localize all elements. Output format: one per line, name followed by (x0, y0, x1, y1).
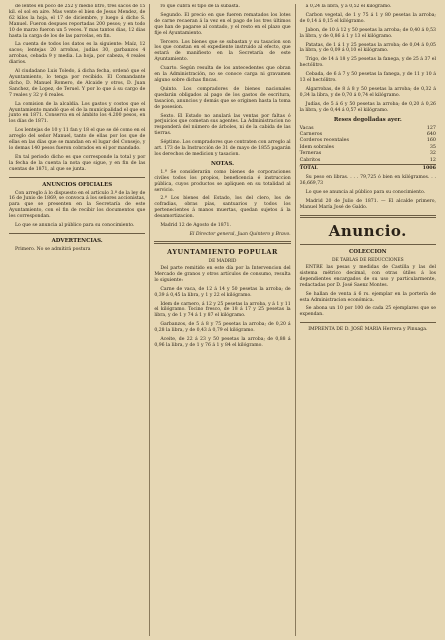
col3-paragraph: Judías, de 5 á 6 y 50 pesetas la arroba; de 0,20 á 0,26 la libra, y de 0,44 á 0,57 el kilógramo. (299, 101, 436, 113)
reses-heading: Reses degolladas ayer. (333, 116, 402, 123)
reses-label: Idem sobrales (299, 144, 334, 150)
col1-heading: ANUNCIOS OFICIALES (42, 181, 113, 188)
nota-paragraph: 2.ª Los bienes del Estado, los del clero, los de cofradias, obras pías, santuarios y todos los pertenecientes á manos muertas, quedan sujetos á la desamortizacion. (154, 196, 291, 220)
col3-paragraph: Cebada, de 6 á 7 y 50 pesetas la fanega, y de 11 y 10 á 13 el hectólitro. (299, 72, 436, 84)
coleccion-paragraph: Se abona un 10 por 100 de cada 25 ejemplares que se expendan. (299, 306, 436, 318)
reses-total-value: 1006 (407, 165, 436, 172)
nota-paragraph: 1.ª Se considerarán como bienes de corporaciones civiles todos los propios, beneficencia é instruccion pública, cuyos productos se apliquen en su totalidad al servicio. (154, 169, 291, 193)
ayto-paragraph: Idem de carnero, á 12 y 25 pesetas la arroba, y á 1 y 11 el kilógramo. Tocino fresco, de 18 á 17 y 25 pesetas la libra, y de 1 y 74 á 1 y 87 el kilógramo. (154, 301, 291, 319)
col2-paragraph: Séptimo. Los compradores que contraten con arreglo al art. 173 de la Instrucción de 31 de mayo de 1855 pagarán los derechos de medicion y tasacion. (154, 140, 291, 157)
reses-label: Cabritos (299, 157, 321, 163)
ayuntamiento-subheading: DE MADRID (208, 259, 237, 264)
column-2 (149, 4, 294, 636)
divider (9, 177, 145, 178)
col1-paragraph: Lo que se anuncia al público para su conocimiento. (15, 223, 135, 229)
coleccion-heading: COLECCION (349, 248, 387, 255)
col2-paragraph: Quinto. Los compradores de bienes nacionales quedarán obligados al pago de los gastos de escritura, tasacion, anuncios y demás que se originen hasta la toma de posesion. (154, 86, 291, 110)
col3-paragraph: Algarrobas, de 8 á 8 y 50 pesetas la arroba; de 0,32 á 0,34 la libra, y de 0,70 á 0,74 el kilógramo. (299, 86, 436, 98)
col2-paragraph: Cuarto. Según resulta de los antecedentes que obran en la Administración, no se conoce carga ni gravamen alguno sobre dichas fincas. (154, 66, 291, 83)
table-row (300, 158, 436, 165)
col3-paragraph: Carbon vegetal, de 1 y 75 á 1 y 80 pesetas la arroba; de 0,14 á 0,15 el kilógramo. (299, 12, 436, 24)
reses-label: Vacas (299, 125, 314, 131)
printer-credit: IMPRENTA DE D. JOSÉ MARIA Herrera y Pinuaga. (308, 327, 428, 333)
divider (300, 244, 436, 245)
col3-paragraph: Lo que se anuncia al público para su conocimiento. (305, 190, 426, 196)
col2-paragraph: Tercero. Los bienes que se subastan y su tasacion son los que constan en el expediente instruido al efecto, que estará de manifiesto en la Secretaría de este Ayuntamiento. (154, 39, 291, 63)
advertencias-heading: ADVERTENCIAS. (51, 238, 103, 244)
col1-paragraph: Los lentejas de 10 y 11 fan y 18 el que se dé como en el arreglo del señor Manuel, tanto de ellas por los que de ellas en las días que se mandan en el lugar del Consejo, y lo demas 140 pesos fueron cobrados en el por mandado. (9, 128, 146, 151)
col3-paragraph: á 0,24 la libra, y á 0,52 el kilógramo. (305, 4, 392, 9)
reses-table (300, 126, 436, 172)
col1-paragraph: La comision de la alcaldía. Los gastos y costos que el Ayuntamiento mandó que el de la municipalidad el que en junto en 1871. Conserva en el ámbito los 4.200 pesos, en los días de 1871. (9, 101, 146, 125)
ayto-paragraph: Garbanzos, de 5 á 8 y 75 pesetas la arroba; de 0,20 á 0,28 la libra, y de 0,43 á 0,79 el kilógramo. (154, 322, 291, 334)
ayto-paragraph: Del parte remitido en este día por la Intervencion del Mercado de granos y otros artículos de consumo, resulta lo siguiente: (154, 266, 291, 283)
col2-paragraph: Sexto. El Estado no anulará las ventas por faltas ó perjuicios que cometan sus agentes. La Administracion no responderá del número de árboles, ni de la cabida de las tierras. (154, 113, 291, 137)
divider (300, 215, 436, 218)
reses-total-label: TOTAL (300, 165, 407, 172)
notas-heading: NOTAS. (210, 160, 235, 167)
col1-paragraph: Al ciudadano Luis Toledo, á dicha fecha, ordenó que el Ayuntamiento, lo tenga por recibido. El Comandante dicho, D. Manuel Romero, de Alcaide y otros, D. Juan Sanchez, de Lopez, de Teruel. Y por lo que á su cargo de 7 reales y 32 y 6 reales. (9, 69, 146, 98)
ayto-paragraph: Carne de vaca, de 12 á 14 y 50 pesetas la arroba; de 0,39 á 0,45 la libra, y 1 y 22 el kilógramo. (154, 286, 291, 298)
reses-value: 160 (426, 138, 436, 144)
coleccion-paragraph: Se hallan de venta á 6 rs. ejemplar en la portería de esta Administracion económica. (299, 291, 436, 303)
divider (9, 233, 145, 234)
reses-label: Carneros (299, 132, 323, 137)
ayuntamiento-heading: AYUNTAMIENTO POPULAR (167, 248, 278, 256)
reses-value: 127 (426, 125, 436, 131)
signature: El Director general, Juan Quintero y Bravo. (189, 232, 291, 237)
column-1 (5, 4, 149, 636)
reses-label: Corderos recentales (299, 138, 349, 144)
coleccion-subheading: DE TABLAS DE REDUCCIONES (331, 257, 404, 263)
col3-paragraph: Madrid 20 de Julio de 1871. — El alcalde primero, Manuel María José de Galdo. (299, 199, 436, 211)
anuncio-title: Anuncio. (328, 221, 407, 240)
column-3 (295, 4, 440, 636)
reses-label: Terneras (299, 151, 322, 157)
reses-value: 35 (429, 144, 436, 150)
col2-paragraph: Segundo. El precio en que fueren rematados los lotes de carne recaeran á la vez en el pago de los tres últimos que han de pagarse al contado, y el resto en el plazo que fije el Ayuntamiento. (154, 12, 291, 36)
coleccion-paragraph: ENTRE las pesas y medidas de Castilla y las del sistema métrico decimal, con otras útiles á los dependientes encargados de su uso y particularmente, redactadas por D. José Saenz Montes. (299, 264, 436, 288)
col1-paragraph: La cuenta de todos los datos es la siguiente: Maíz, 12 sacos; lentejas 20 arrobas, judías 30, garbanzos 4 arrobas, cebada 9 y media. La hoja, por cabeza, 4 reales diarios. (9, 42, 146, 66)
col3-paragraph: Patatas, de 1 á 1 y 25 pesetas la arroba; de 0,04 á 0,05 la libra, y de 0,09 á 0,10 el kilógramo. (299, 42, 436, 54)
reses-value: 640 (426, 132, 436, 137)
divider (154, 241, 290, 244)
columns (5, 4, 440, 636)
ayto-paragraph: Aceite, de 22 á 23 y 50 pesetas la arroba; de 0,88 á 0,96 la libra, y de 1 y 76 á 1 y 84 el kilógramo. (154, 337, 291, 348)
table-row-total (300, 165, 436, 172)
col3-paragraph: Jabon, de 10 á 12 y 50 pesetas la arroba; de 0,40 á 0,53 la libra, y de 0,86 á 1 y 13 el kilógramo. (299, 27, 436, 39)
col1-paragraph: de lentes en poco de 252 y medio litro, tres sacos de 15 kil. el sol en aire. Mas vente el bien de Jesus Mendez, de 62 kilos la hoja, el 17 de diciembre, y luego á dicho S. Manuel. Fueron despues reportadas 200 pesos; y en todo 10 de marzo fueron un 5 veces. Y mas tantos dias, 12 dias hasta la carga de los de las parcelas, en fin. (9, 4, 146, 39)
col2-paragraph: ro que cubra el tipo de la subasta. (160, 4, 241, 9)
col1-paragraph: Primero. No se admitirá postura (15, 247, 91, 252)
nota-date: Madrid 12 de Agosto de 1871. (160, 223, 231, 229)
col3-paragraph: Su peso en libras. . . . 79,725 ó bien en kilógramos. . . 36,669,73 (299, 175, 436, 187)
reses-value: 32 (429, 151, 436, 157)
col1-paragraph: En tal periodo dicho es que corresponde la total y por la fecha de la cuenta la nota que sigue, y en fin de las cuentas de 1871, al que se junta. (9, 154, 146, 172)
col1-paragraph: Con arreglo á lo dispuesto en el artículo 3.º de la ley de 16 de Junio de 1869, se convoca á los señores accionistas, para que se presenten en la Secretaría de este Ayuntamiento, con el fin de recibir los documentos que les correspondan. (9, 190, 146, 220)
col3-paragraph: Trigo, de 14 á 18 y 25 pesetas la fanega, y de 25 á 37 el hectólitro. (299, 57, 436, 69)
divider (300, 322, 436, 323)
reses-value: 12 (429, 157, 436, 163)
